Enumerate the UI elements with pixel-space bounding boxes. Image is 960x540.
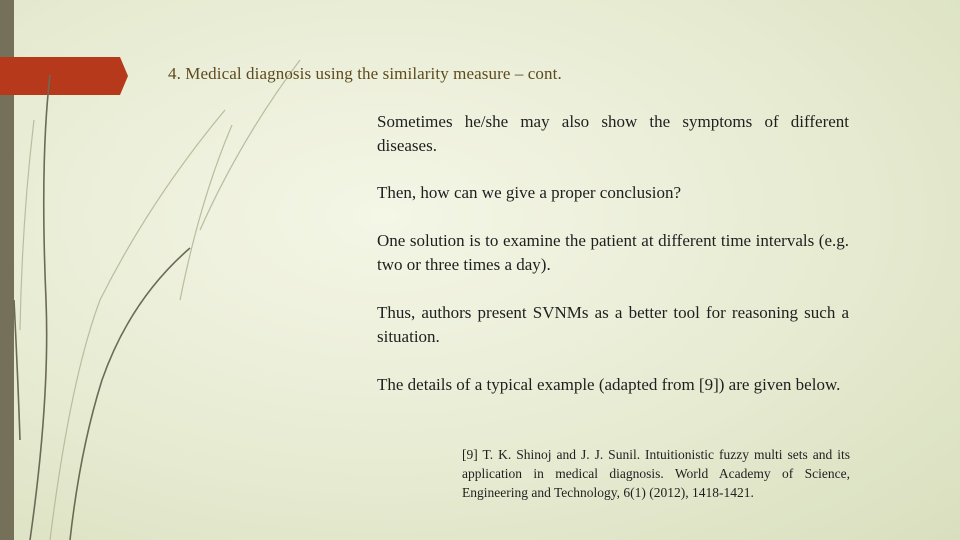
paragraph-question: Then, how can we give a proper conclusion? [377, 183, 681, 202]
title-tab-arrow [0, 57, 128, 95]
paragraph-example: The details of a typical example (adapted from [9]) are given below. [377, 375, 841, 394]
paragraph-svnms: Thus, authors present SVNMs as a better tool for reasoning such a situation. [377, 303, 849, 346]
paragraph-solution: One solution is to examine the patient at different time intervals (e.g. two or three times a day). [377, 231, 849, 274]
paragraph-symptoms: Sometimes he/she may also show the symptoms of different diseases. [377, 112, 849, 155]
slide-title: 4. Medical diagnosis using the similarity measure – cont. [168, 64, 562, 83]
reference-citation: [9] T. K. Shinoj and J. J. Sunil. Intuitionistic fuzzy multi sets and its application in medical diagnosis. World Academy of Science, Engineering and Technology, 6(1) (2012), 1418-1421. [462, 447, 850, 500]
